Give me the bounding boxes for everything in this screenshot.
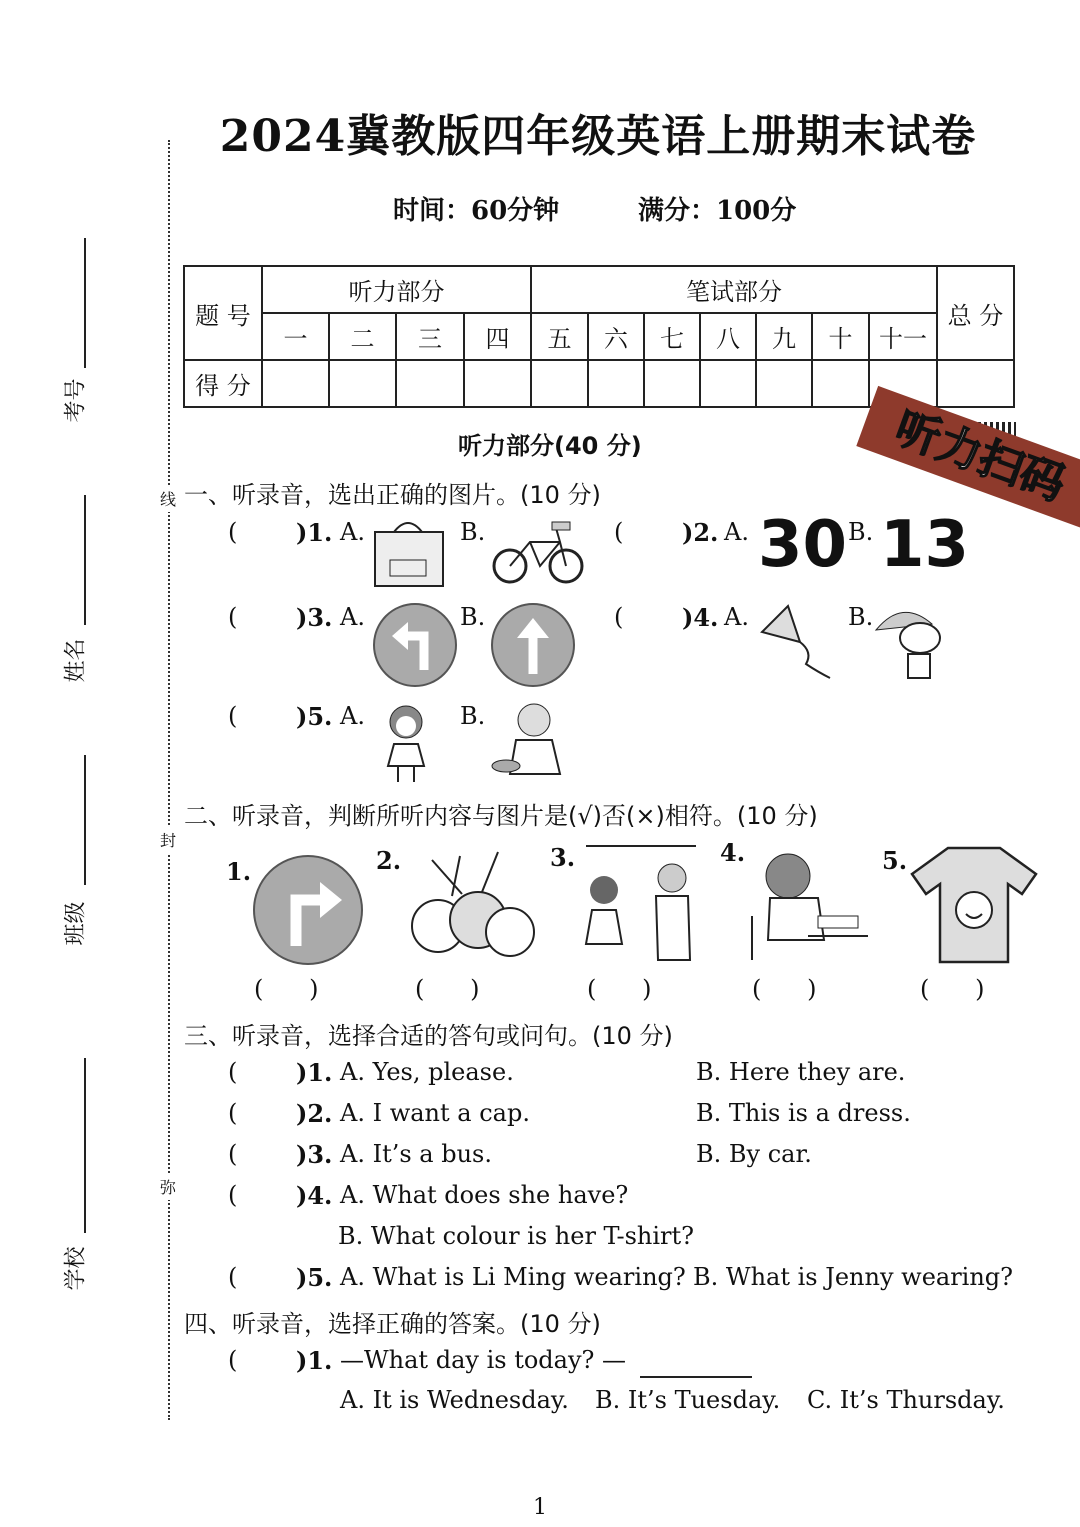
question-number: )5.: [296, 702, 333, 731]
option-c: C. It’s Thursday.: [807, 1386, 1005, 1414]
picture-number: 4.: [720, 838, 746, 867]
score-cell[interactable]: [644, 360, 700, 407]
score-cell[interactable]: [396, 360, 464, 407]
col-header: 八: [700, 313, 756, 360]
score-cell[interactable]: [812, 360, 869, 407]
answer-blank[interactable]: ( ): [752, 975, 817, 1003]
number-thirteen: 13: [880, 508, 970, 582]
question-number: )5.: [296, 1263, 333, 1292]
exam-number-label: 考号: [63, 378, 89, 423]
score-cell[interactable]: [464, 360, 531, 407]
option-a-label: A.: [340, 518, 365, 546]
answer-blank[interactable]: ( ): [254, 975, 319, 1003]
question-number: )2.: [682, 518, 719, 547]
girl-combing-hair-icon: [372, 700, 438, 784]
col-header: 五: [531, 313, 588, 360]
picture-number: 1.: [226, 857, 252, 886]
time-info: 时间：60分钟: [393, 196, 560, 226]
answer-paren: (: [228, 702, 238, 730]
option-b-label: B.: [460, 702, 486, 730]
listening-scan-stamp: 听力扫码: [856, 386, 1080, 528]
col-header: 三: [396, 313, 464, 360]
col-header: 四: [464, 313, 531, 360]
question-number: )2.: [296, 1099, 333, 1128]
answer-paren: (: [228, 518, 238, 546]
kite-icon: [758, 602, 840, 682]
option-b: B. It’s Tuesday.: [595, 1386, 781, 1414]
answer-paren: (: [228, 603, 238, 631]
option-b-label: B.: [460, 518, 486, 546]
question-number: )4.: [296, 1181, 333, 1210]
listening-header: 听力部分: [262, 266, 531, 313]
option-b: B. What is Jenny wearing?: [693, 1263, 1014, 1291]
shopping-bag-icon: [372, 518, 448, 588]
option-a-label: A.: [724, 518, 749, 546]
smiley-tshirt-icon: [908, 844, 1040, 964]
listening-heading: 听力部分(40 分): [458, 432, 642, 460]
col-header: 二: [329, 313, 396, 360]
seal-char: 线: [160, 485, 176, 512]
score-cell[interactable]: [700, 360, 756, 407]
turn-right-sign-icon: [252, 854, 364, 966]
score-cell[interactable]: [329, 360, 396, 407]
go-straight-sign-icon: [490, 602, 576, 688]
option-a: A. It’s a bus.: [340, 1140, 492, 1168]
option-a: A. It is Wednesday.: [340, 1386, 569, 1414]
option-a: A. Yes, please.: [340, 1058, 514, 1086]
option-b: B. What colour is her T-shirt?: [338, 1222, 695, 1250]
question-number: )3.: [296, 603, 333, 632]
score-cell[interactable]: [937, 360, 1014, 407]
total-header: 总 分: [937, 266, 1014, 360]
seal-char: 弥: [160, 1173, 176, 1200]
full-score-info: 满分：100分: [638, 196, 797, 226]
margin-line: [84, 495, 86, 625]
option-a-label: A.: [340, 603, 365, 631]
answer-paren: (: [614, 518, 624, 546]
boy-reading-icon: [748, 836, 870, 964]
bicycle-icon: [490, 518, 585, 584]
score-table: [183, 265, 1015, 408]
header-label: 题 号: [184, 266, 262, 360]
answer-paren: (: [228, 1058, 238, 1086]
margin-line: [84, 755, 86, 885]
option-b: B. By car.: [696, 1140, 812, 1168]
score-label: 得 分: [184, 360, 262, 407]
option-b-label: B.: [848, 518, 874, 546]
margin-line: [84, 238, 86, 368]
col-header: 七: [644, 313, 700, 360]
answer-paren: (: [228, 1181, 238, 1209]
answer-blank[interactable]: ( ): [587, 975, 652, 1003]
question-number: )4.: [682, 603, 719, 632]
answer-blank[interactable]: ( ): [415, 975, 480, 1003]
score-cell[interactable]: [756, 360, 812, 407]
answer-paren: (: [614, 603, 624, 631]
col-header: 十一: [869, 313, 937, 360]
option-a: A. I want a cap.: [340, 1099, 530, 1127]
option-a: A. What does she have?: [340, 1181, 629, 1209]
seal-char: 封: [160, 826, 176, 853]
girl-and-grandma-icon: [576, 840, 706, 966]
part3-heading: 三、听录音，选择合适的答句或问句。(10 分): [184, 1022, 673, 1050]
turn-left-sign-icon: [372, 602, 458, 688]
option-b: B. This is a dress.: [696, 1099, 911, 1127]
score-cell[interactable]: [262, 360, 329, 407]
question-number: )3.: [296, 1140, 333, 1169]
answer-paren: (: [228, 1346, 238, 1374]
picture-number: 5.: [882, 846, 908, 875]
woman-washing-hair-icon: [490, 700, 570, 780]
question-number: )1.: [296, 1058, 333, 1087]
option-b-label: B.: [460, 603, 486, 631]
question-text: —What day is today? —: [340, 1346, 627, 1374]
option-a: A. What is Li Ming wearing?: [340, 1263, 686, 1291]
part4-heading: 四、听录音，选择正确的答案。(10 分): [184, 1310, 601, 1338]
margin-line: [84, 1058, 86, 1233]
school-label: 学校: [63, 1246, 89, 1291]
name-label: 姓名: [63, 638, 89, 683]
option-a-label: A.: [340, 702, 365, 730]
picture-number: 2.: [376, 846, 402, 875]
option-b-label: B.: [848, 603, 874, 631]
answer-blank[interactable]: ( ): [920, 975, 985, 1003]
col-header: 十: [812, 313, 869, 360]
seal-dotted-line: [168, 140, 170, 1420]
option-b: B. Here they are.: [696, 1058, 906, 1086]
score-cell[interactable]: [588, 360, 644, 407]
class-label: 班级: [63, 901, 89, 946]
answer-blank-line[interactable]: [640, 1376, 752, 1378]
score-cell[interactable]: [531, 360, 588, 407]
page-number: 1: [533, 1495, 547, 1520]
col-header: 六: [588, 313, 644, 360]
hello-kitty-umbrella-icon: [872, 600, 954, 686]
question-number: )1.: [296, 518, 333, 547]
question-number: )1.: [296, 1346, 333, 1375]
picture-number: 3.: [550, 843, 576, 872]
part1-heading: 一、听录音，选出正确的图片。(10 分): [184, 481, 601, 509]
number-thirty: 30: [758, 508, 848, 582]
option-a-label: A.: [724, 603, 749, 631]
col-header: 九: [756, 313, 812, 360]
answer-paren: (: [228, 1140, 238, 1168]
page-title: 2024冀教版四年级英语上册期末试卷: [219, 111, 977, 162]
answer-paren: (: [228, 1263, 238, 1291]
part2-heading: 二、听录音，判断所听内容与图片是(√)否(×)相符。(10 分): [184, 802, 818, 830]
col-header: 一: [262, 313, 329, 360]
fruits-icon: [402, 846, 540, 964]
answer-paren: (: [228, 1099, 238, 1127]
writing-header: 笔试部分: [531, 266, 937, 313]
